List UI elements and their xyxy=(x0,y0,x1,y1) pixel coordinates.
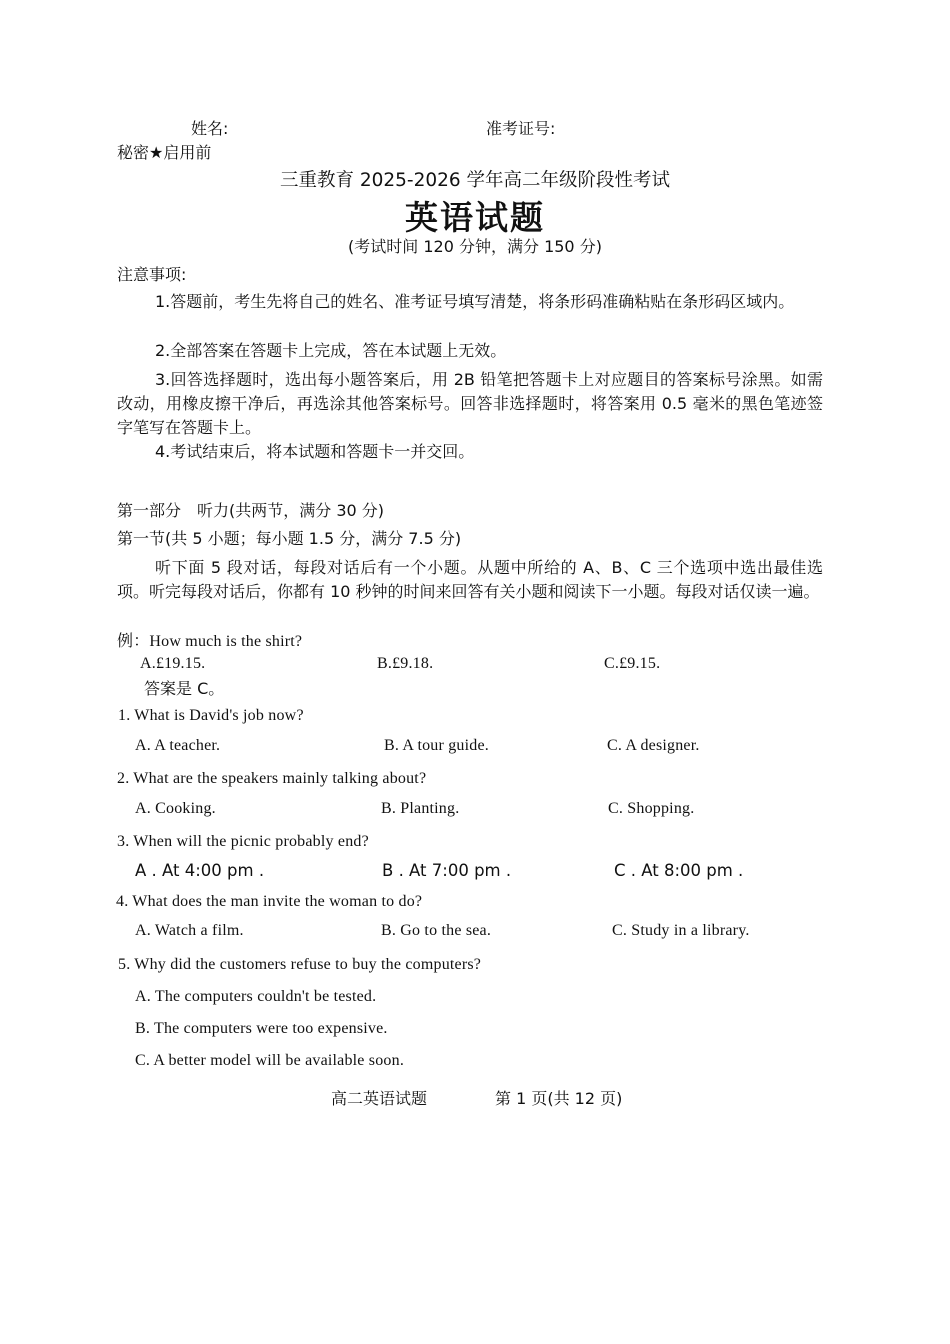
q2-option-b: B. Planting. xyxy=(381,800,460,817)
q3-option-b: B . At 7:00 pm . xyxy=(382,861,512,880)
q2-option-a: A. Cooking. xyxy=(135,800,216,817)
q1-option-a: A. A teacher. xyxy=(135,737,221,754)
q4-option-a: A. Watch a film. xyxy=(135,922,244,939)
q3-option-a: A . At 4:00 pm . xyxy=(135,861,265,880)
listening-instructions: 听下面 5 段对话，每段对话后有一个小题。从题中所给的 A、B、C 三个选项中选出最佳选项。听完每段对话后，你都有 10 秒钟的时间来回答有关小题和阅读下一小题。每段对话仅读一遍。 xyxy=(117,558,823,601)
question-2: 2. What are the speakers mainly talking about? xyxy=(117,770,427,787)
q5-option-b: B. The computers were too expensive. xyxy=(135,1020,388,1037)
notice-heading: 注意事项: xyxy=(117,265,187,284)
example-answer: 答案是 C。 xyxy=(144,679,225,698)
q5-option-a: A. The computers couldn't be tested. xyxy=(135,988,377,1005)
q2-option-c: C. Shopping. xyxy=(608,800,695,817)
footer-subject: 高二英语试题 xyxy=(331,1089,428,1108)
question-5: 5. Why did the customers refuse to buy the computers? xyxy=(118,956,482,973)
exam-time-note: (考试时间 120 分钟，满分 150 分) xyxy=(348,237,602,256)
question-4: 4. What does the man invite the woman to do? xyxy=(116,893,423,910)
exam-org-title: 三重教育 2025-2026 学年高二年级阶段性考试 xyxy=(279,170,671,191)
subject-title: 英语试题 xyxy=(405,198,545,237)
q4-option-c: C. Study in a library. xyxy=(612,922,750,939)
exam-number-label: 准考证号: xyxy=(486,119,556,138)
q1-option-b: B. A tour guide. xyxy=(384,737,489,754)
notice-item-4: 4.考试结束后，将本试题和答题卡一并交回。 xyxy=(155,442,475,461)
notice-item-1: 1.答题前，考生先将自己的姓名、准考证号填写清楚，将条形码准确粘贴在条形码区域内。 xyxy=(155,292,795,311)
question-1: 1. What is David's job now? xyxy=(118,707,304,724)
example-option-b: B.£9.18. xyxy=(377,655,434,672)
question-3: 3. When will the picnic probably end? xyxy=(117,833,369,850)
notice-item-2: 2.全部答案在答题卡上完成，答在本试题上无效。 xyxy=(155,341,507,360)
example-option-c: C.£9.15. xyxy=(604,655,661,672)
q1-option-c: C. A designer. xyxy=(607,737,700,754)
name-label: 姓名: xyxy=(191,119,229,138)
section1-heading: 第一节(共 5 小题；每小题 1.5 分，满分 7.5 分) xyxy=(117,529,462,548)
q3-option-c: C . At 8:00 pm . xyxy=(614,861,744,880)
example-question: 例：How much is the shirt? xyxy=(117,633,303,650)
q5-option-c: C. A better model will be available soon. xyxy=(135,1052,405,1069)
notice-item-3: 3.回答选择题时，选出每小题答案后，用 2B 铅笔把答题卡上对应题目的答案标号涂黑。如需改动，用橡皮擦干净后，再选涂其他答案标号。回答非选择题时，将答案用 0.5 毫米的黑色笔迹签字笔写在答题卡上。 xyxy=(117,370,823,437)
footer-page-number: 第 1 页(共 12 页) xyxy=(495,1089,623,1108)
q4-option-b: B. Go to the sea. xyxy=(381,922,492,939)
secret-notice: 秘密★启用前 xyxy=(117,143,212,162)
example-option-a: A.£19.15. xyxy=(140,655,206,672)
part1-heading: 第一部分 听力(共两节，满分 30 分) xyxy=(117,501,385,520)
